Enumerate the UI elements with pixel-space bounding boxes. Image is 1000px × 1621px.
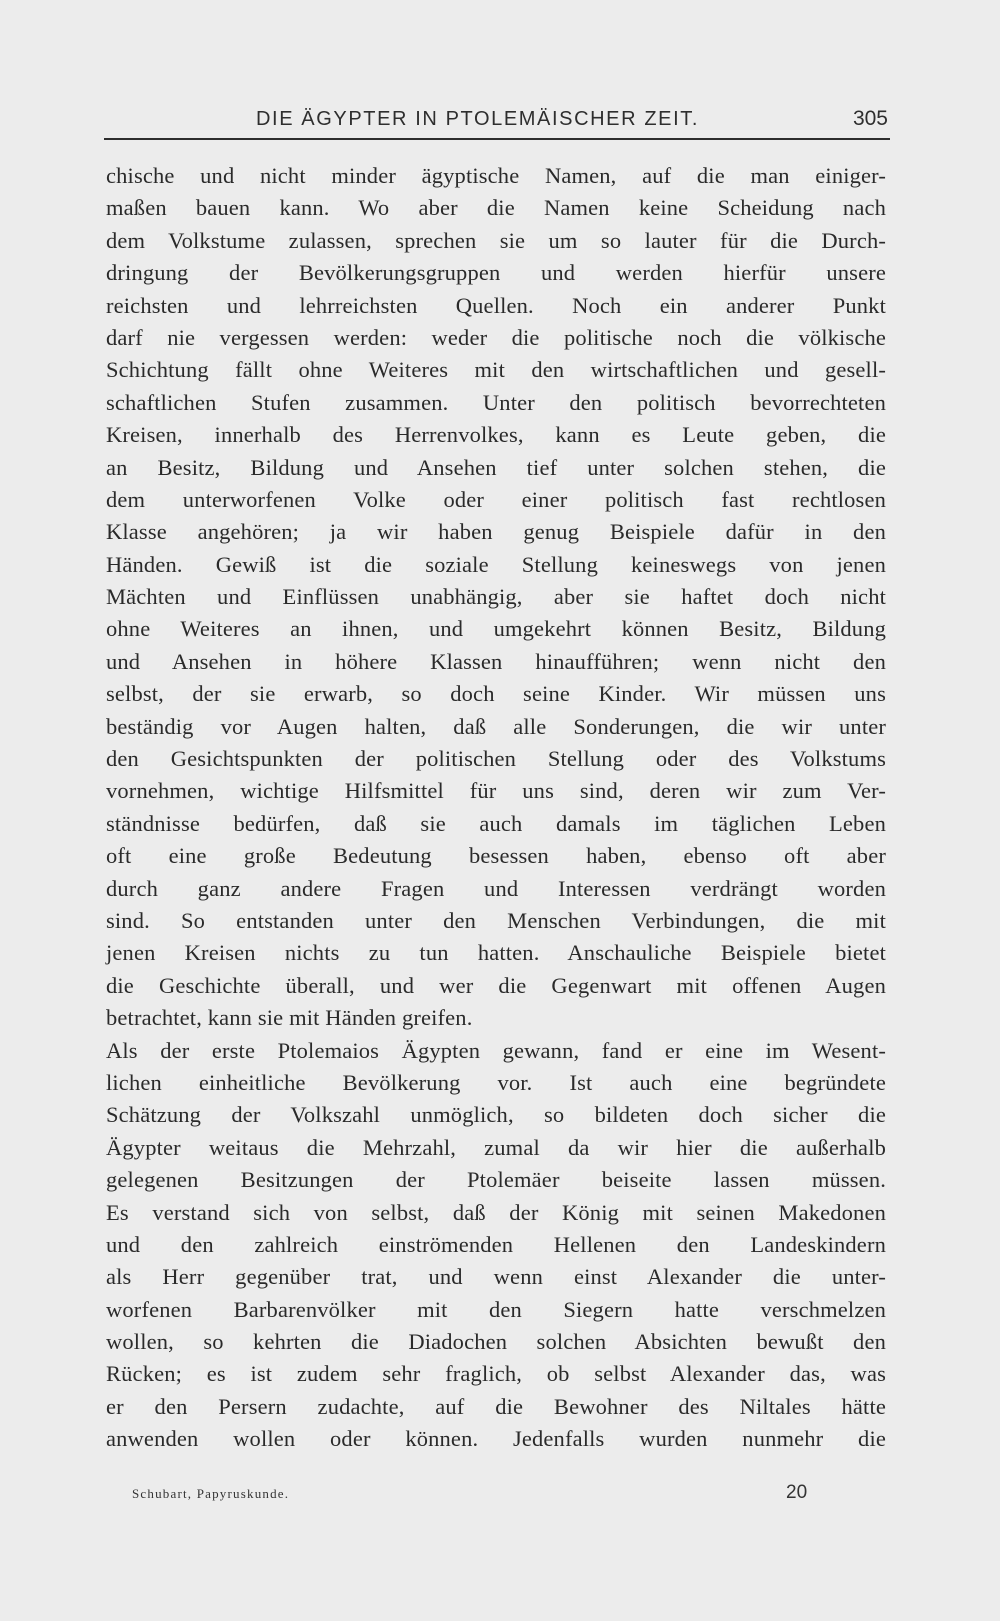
text-line: Als der erste Ptolemaios Ägypten gewann, fand er eine im Wesent- xyxy=(106,1037,886,1063)
text-line: Schätzung der Volkszahl unmöglich, so bildeten doch sicher die xyxy=(106,1102,886,1128)
text-line: Kreisen, innerhalb des Herrenvolkes, kann es Leute geben, die xyxy=(106,422,886,448)
text-line: gelegenen Besitzungen der Ptolemäer beiseite lassen müssen. xyxy=(106,1167,886,1193)
text-line: oft eine große Bedeutung besessen haben, ebenso oft aber xyxy=(106,843,886,869)
text-line: Schichtung fällt ohne Weiteres mit den wirtschaftlichen und gesell- xyxy=(106,357,886,383)
text-line: ohne Weiteres an ihnen, und umgekehrt können Besitz, Bildung xyxy=(106,616,886,642)
text-line: worfenen Barbarenvölker mit den Siegern hatte verschmelzen xyxy=(106,1296,886,1322)
text-line: Mächten und Einflüssen unabhängig, aber sie haftet doch nicht xyxy=(106,584,886,610)
text-line: an Besitz, Bildung und Ansehen tief unter solchen stehen, die xyxy=(106,454,886,480)
text-line: anwenden wollen oder können. Jedenfalls wurden nunmehr die xyxy=(106,1426,886,1452)
text-line: Es verstand sich von selbst, daß der König mit seinen Makedonen xyxy=(106,1199,886,1225)
printer-signature: Schubart, Papyruskunde. xyxy=(132,1486,290,1501)
text-line: dringung der Bevölkerungsgruppen und werden hierfür unsere xyxy=(106,260,886,286)
text-line: Rücken; es ist zudem sehr fraglich, ob selbst Alexander das, was xyxy=(106,1361,886,1387)
page-header xyxy=(104,104,890,140)
text-line: wollen, so kehrten die Diadochen solchen Absichten bewußt den xyxy=(106,1329,886,1355)
text-line: vornehmen, wichtige Hilfsmittel für uns sind, deren wir zum Ver- xyxy=(106,778,886,804)
text-line: Klasse angehören; ja wir haben genug Beispiele dafür in den xyxy=(106,519,886,545)
text-line: die Geschichte überall, und wer die Gegenwart mit offenen Augen xyxy=(106,972,886,998)
text-line: durch ganz andere Fragen und Interessen verdrängt worden xyxy=(106,875,886,901)
text-line: und den zahlreich einströmenden Hellenen den Landeskindern xyxy=(106,1231,886,1257)
text-line: den Gesichtspunkten der politischen Stellung oder des Volkstums xyxy=(106,746,886,772)
text-line: dem unterworfenen Volke oder einer politisch fast rechtlosen xyxy=(106,486,886,512)
text-line: sind. So entstanden unter den Menschen Verbindungen, die mit xyxy=(106,907,886,933)
text-line: Ägypter weitaus die Mehrzahl, zumal da wir hier die außerhalb xyxy=(106,1134,886,1160)
running-title: DIE ÄGYPTER IN PTOLEMÄISCHER ZEIT. xyxy=(256,108,699,130)
text-line: betrachtet, kann sie mit Händen greifen. xyxy=(106,1005,473,1031)
text-line: selbst, der sie erwarb, so doch seine Kinder. Wir müssen uns xyxy=(106,681,886,707)
text-line: ständnisse bedürfen, daß sie auch damals im täglichen Leben xyxy=(106,810,886,836)
text-line: jenen Kreisen nichts zu tun hatten. Anschauliche Beispiele bietet xyxy=(106,940,886,966)
text-line: und Ansehen in höhere Klassen hinaufführen; wenn nicht den xyxy=(106,648,886,674)
page-footer xyxy=(132,1482,812,1512)
text-line: lichen einheitliche Bevölkerung vor. Ist auch eine begründete xyxy=(106,1069,886,1095)
text-line: als Herr gegenüber trat, und wenn einst Alexander die unter- xyxy=(106,1264,886,1290)
text-line: er den Persern zudachte, auf die Bewohner des Niltales hätte xyxy=(106,1393,886,1419)
text-line: beständig vor Augen halten, daß alle Sonderungen, die wir unter xyxy=(106,713,886,739)
text-line: chische und nicht minder ägyptische Namen, auf die man einiger- xyxy=(106,163,886,188)
text-line: Händen. Gewiß ist die soziale Stellung keineswegs von jenen xyxy=(106,551,886,577)
text-line: reichsten und lehrreichsten Quellen. Noch ein anderer Punkt xyxy=(106,292,886,318)
text-line: schaftlichen Stufen zusammen. Unter den politisch bevorrechteten xyxy=(106,389,886,415)
page-number: 305 xyxy=(852,107,888,130)
text-line: darf nie vergessen werden: weder die politische noch die völkische xyxy=(106,324,886,350)
text-line: maßen bauen kann. Wo aber die Namen keine Scheidung nach xyxy=(106,195,886,221)
text-line: dem Volkstume zulassen, sprechen sie um so lauter für die Durch- xyxy=(106,227,886,253)
sheet-number: 20 xyxy=(786,1482,808,1503)
body-text xyxy=(106,160,886,1456)
